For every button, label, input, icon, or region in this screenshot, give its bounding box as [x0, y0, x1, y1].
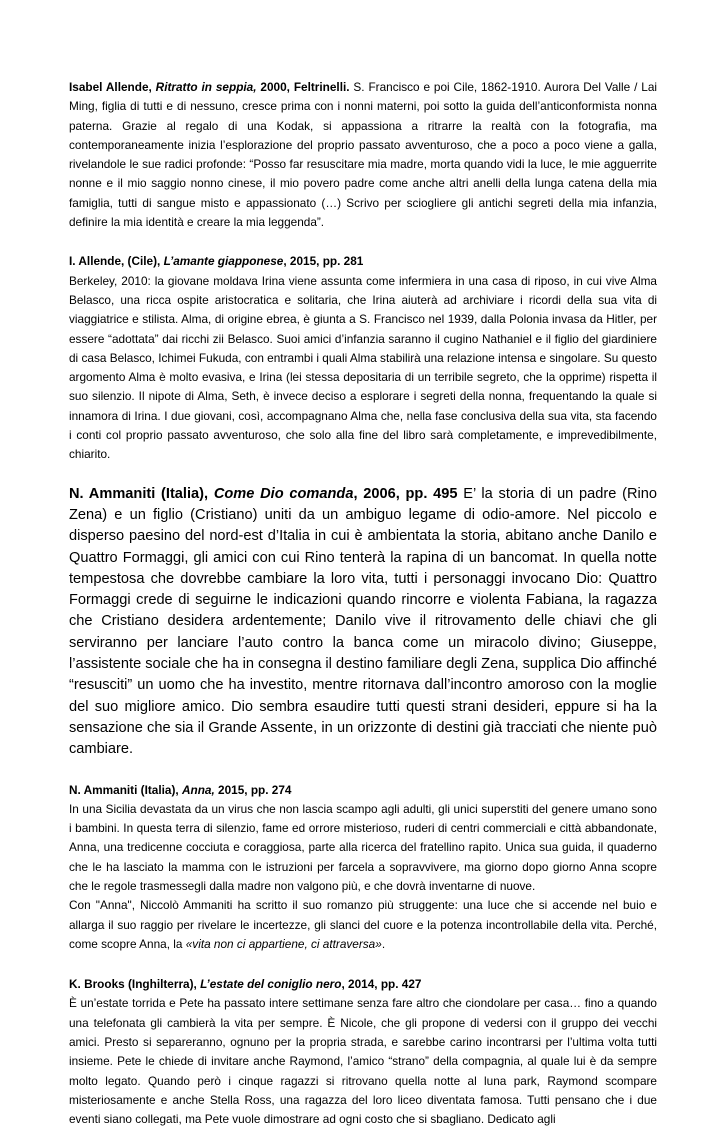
entry-heading: I. Allende, (Cile), L’amante giapponese, 2015, pp. 281	[69, 254, 364, 269]
book-entry-estate-coniglio-nero	[69, 975, 657, 1129]
book-entry-amante-giapponese	[69, 252, 657, 464]
book-entry-ritratto-in-seppia	[69, 78, 657, 232]
entry-heading: Isabel Allende, Ritratto in seppia, 2000, Feltrinelli.	[69, 80, 350, 94]
entry-heading: K. Brooks (Inghilterra), L’estate del coniglio nero, 2014, pp. 427	[69, 977, 422, 992]
entry-text: S. Francisco e poi Cile, 1862-1910. Aurora Del Valle / Lai Ming, figlia di tutti e di nessuno, cresce prima con i nonni materni, poi sotto la guida dell’anticonformista nonna paterna. Grazie al regalo di una Kodak, si appassiona a ritrarre la realtà con la fotografia, ma contemporaneamente inizia l’esplorazione del proprio passato avventuroso, che a poco a poco viene a galla, rivelandole le sue radici profonde: “Posso far resuscitare mia madre, morta quando vidi la luce, le mie agguerrite nonne e il mio saggio nonno cinese, il mio povero padre come anche altri anelli della lunga catena della mia famiglia, tutti di sangue misto e appassionato (…) Scrivo per sciogliere gli antichi segreti della mia infanzia, definire la mia identità e creare la mia leggenda”.	[69, 80, 658, 230]
book-entry-anna	[69, 781, 657, 955]
entry-paragraph	[69, 484, 657, 761]
entry-heading: N. Ammaniti (Italia), Come Dio comanda, 2006, pp. 495	[69, 485, 458, 502]
entry-heading: N. Ammaniti (Italia), Anna, 2015, pp. 274	[69, 782, 292, 797]
entry-text: È un’estate torrida e Pete ha passato intere settimane senza fare altro che ciondolare per casa… fino a quando una telefonata gli cambierà la vita per sempre. È Nicole, che gli propone di vedersi con il gruppo dei vecchi amici. Presto si separeranno, ognuno per la propria strada, e sarebbe carino incontrarsi per l’ultima volta tutti insieme. Pete le chiede di invitare anche Raymond, l’amico “strano” della compagnia, al quale lui è da sempre molto legato. Quando però i cinque ragazzi si ritrovano quella notte al luna park, Raymond scompare misteriosamente e anche Stella Ross, una ragazza del loro liceo diventata famosa. Tutti pensano che i due eventi siano collegati, ma Pete vuole dimostrare ad ogni costo che si sbagliano. Dedicato agli	[69, 996, 657, 1127]
entry-text: E’ la storia di un padre (Rino Zena) e un figlio (Cristiano) uniti da un ambiguo legame di odio-amore. Nel piccolo e disperso paesino del nord-est d’Italia in cui è ambientata la storia, abitano anche Danilo e Quattro Formaggi, gli amici con cui Rino tenterà la rapina di un bancomat. In quella notte tempestosa che dovrebbe cambiare la loro vita, tutti i personaggi invocano Dio: Quattro Formaggi crede di seguirne le indicazioni quando rincorre e violenta Fabiana, la ragazza che Cristiano desidera ardentemente; Danilo vive il ritrovamento delle chiavi che gli serviranno per lanciare l’auto contro la banca come un miracolo divino; Giuseppe, l’assistente sociale che ha in consegna il destino familiare degli Zena, supplica Dio affinché “resusciti” un uomo che ha investito, mentre ritornava dall’incontro amoroso con la moglie del suo migliore amico. Dio sembra esaudire tutti questi strani desideri, eppure si ha la sensazione che sia il Grande Assente, in un orizzonte di destini già tracciati che niente può cambiare.	[69, 485, 657, 758]
entry-text: In una Sicilia devastata da un virus che non lascia scampo agli adulti, gli unici superstiti del genere umano sono i bambini. In questa terra di silenzio, fame ed orrore misterioso, ruderi di centri commerciali e città abbandonate, Anna, una tredicenne cocciuta e coraggiosa, parte alla ricerca del fratellino rapito. Unica sua guida, il quaderno che le ha lasciato la mamma con le istruzioni per farcela a sopravvivere, ma giorno dopo giorno Anna scopre che le regole trasmessegli dalla madre non valgono più, e che dovrà inventarne di nuove.	[69, 801, 657, 893]
entry-text-continued: Con "Anna", Niccolò Ammaniti ha scritto il suo romanzo più struggente: una luce che si accende nel buio e allarga il suo raggio per rivelare le incertezze, gli slanci del cuore e la potenza incontrollabile della vita. Perché, come scopre Anna, la «vita non ci appartiene, ci attraversa».	[69, 898, 657, 951]
entry-text: Berkeley, 2010: la giovane moldava Irina viene assunta come infermiera in una casa di riposo, in cui vive Alma Belasco, una ricca ospite aristocratica e solitaria, che Irina aiuterà ad archiviare i ricordi della sua vita di viaggiatrice e stilista. Alma, di origine ebrea, è giunta a S. Francisco nel 1939, dalla Polonia invasa da Hitler, per essere “adottata” dai ricchi zii Belasco. Suoi amici d’infanzia saranno il cugino Nathaniel e il figlio del giardiniere di casa Belasco, Ichimei Fukuda, con entrambi i quali Alma stabilirà una relazione intensa e singolare. Su questo argomento Alma è molto evasiva, e Irina (lei stessa depositaria di un terribile segreto, che la opprime) rispetta il suo silenzio. Il nipote di Alma, Seth, è invece deciso a esplorare i segreti della nonna, frequentando la quale si innamora di Irina. I due giovani, così, accompagnano Alma che, nella fase conclusiva della sua vita, sta facendo i conti col proprio passato avventuroso, che solo alla fine del libro sarà completamente, e imprevedibilmente, chiarito.	[69, 273, 657, 462]
book-entry-come-dio-comanda	[69, 484, 657, 761]
entry-paragraph	[69, 78, 657, 232]
